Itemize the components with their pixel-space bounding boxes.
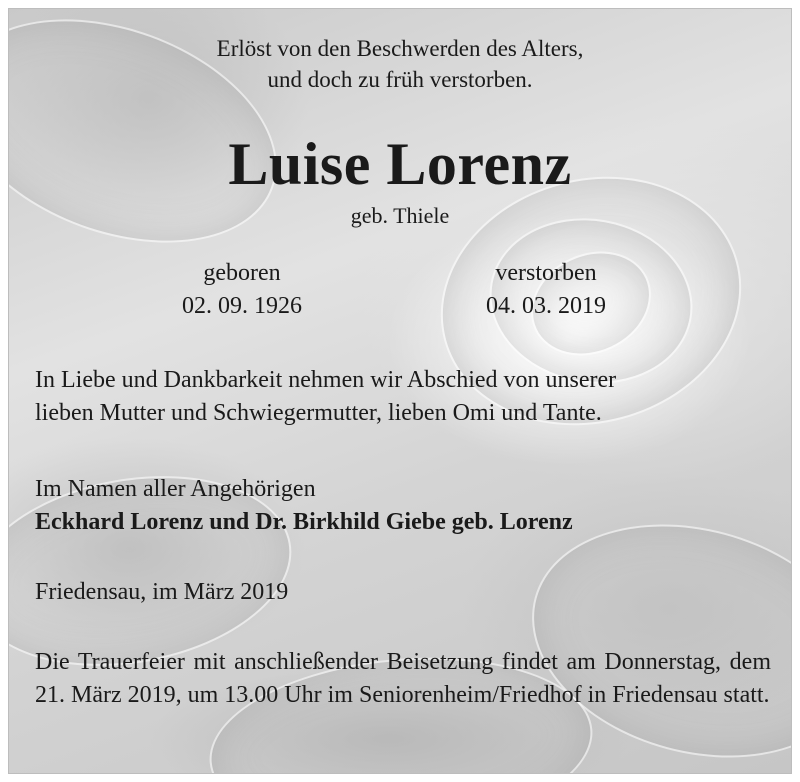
maiden-name: geb. Thiele <box>350 203 450 228</box>
death-date-block <box>426 257 666 323</box>
mourners-block <box>35 473 771 539</box>
birth-date-block <box>122 257 362 323</box>
died-label: verstorben <box>495 260 597 286</box>
place-and-date: Friedensau, im März 2019 <box>35 579 289 605</box>
born-label: geboren <box>203 260 281 286</box>
intro-line-1: Erlöst von den Beschwerden des Alters, <box>216 36 584 61</box>
farewell-message <box>35 364 771 430</box>
funeral-details: Die Trauerfeier mit anschließender Beisetzung findet am Donnerstag, dem 21. März 2019, um 13.00 Uhr im Seniorenheim/Friedhof in Friedensau statt. <box>35 649 771 708</box>
intro-verse <box>9 33 791 95</box>
obituary-notice <box>8 8 792 774</box>
died-date: 04. 03. 2019 <box>486 293 606 319</box>
mourners-names: Eckhard Lorenz und Dr. Birkhild Giebe geb. Lorenz <box>35 509 573 535</box>
farewell-line-1: In Liebe und Dankbarkeit nehmen wir Abschied von unserer <box>35 367 617 393</box>
intro-line-2: und doch zu früh verstorben. <box>267 67 533 92</box>
born-date: 02. 09. 1926 <box>182 293 302 319</box>
farewell-line-2: lieben Mutter und Schwiegermutter, lieben Omi und Tante. <box>35 400 602 426</box>
mourners-intro: Im Namen aller Angehörigen <box>35 476 316 502</box>
deceased-name: Luise Lorenz <box>228 131 572 197</box>
